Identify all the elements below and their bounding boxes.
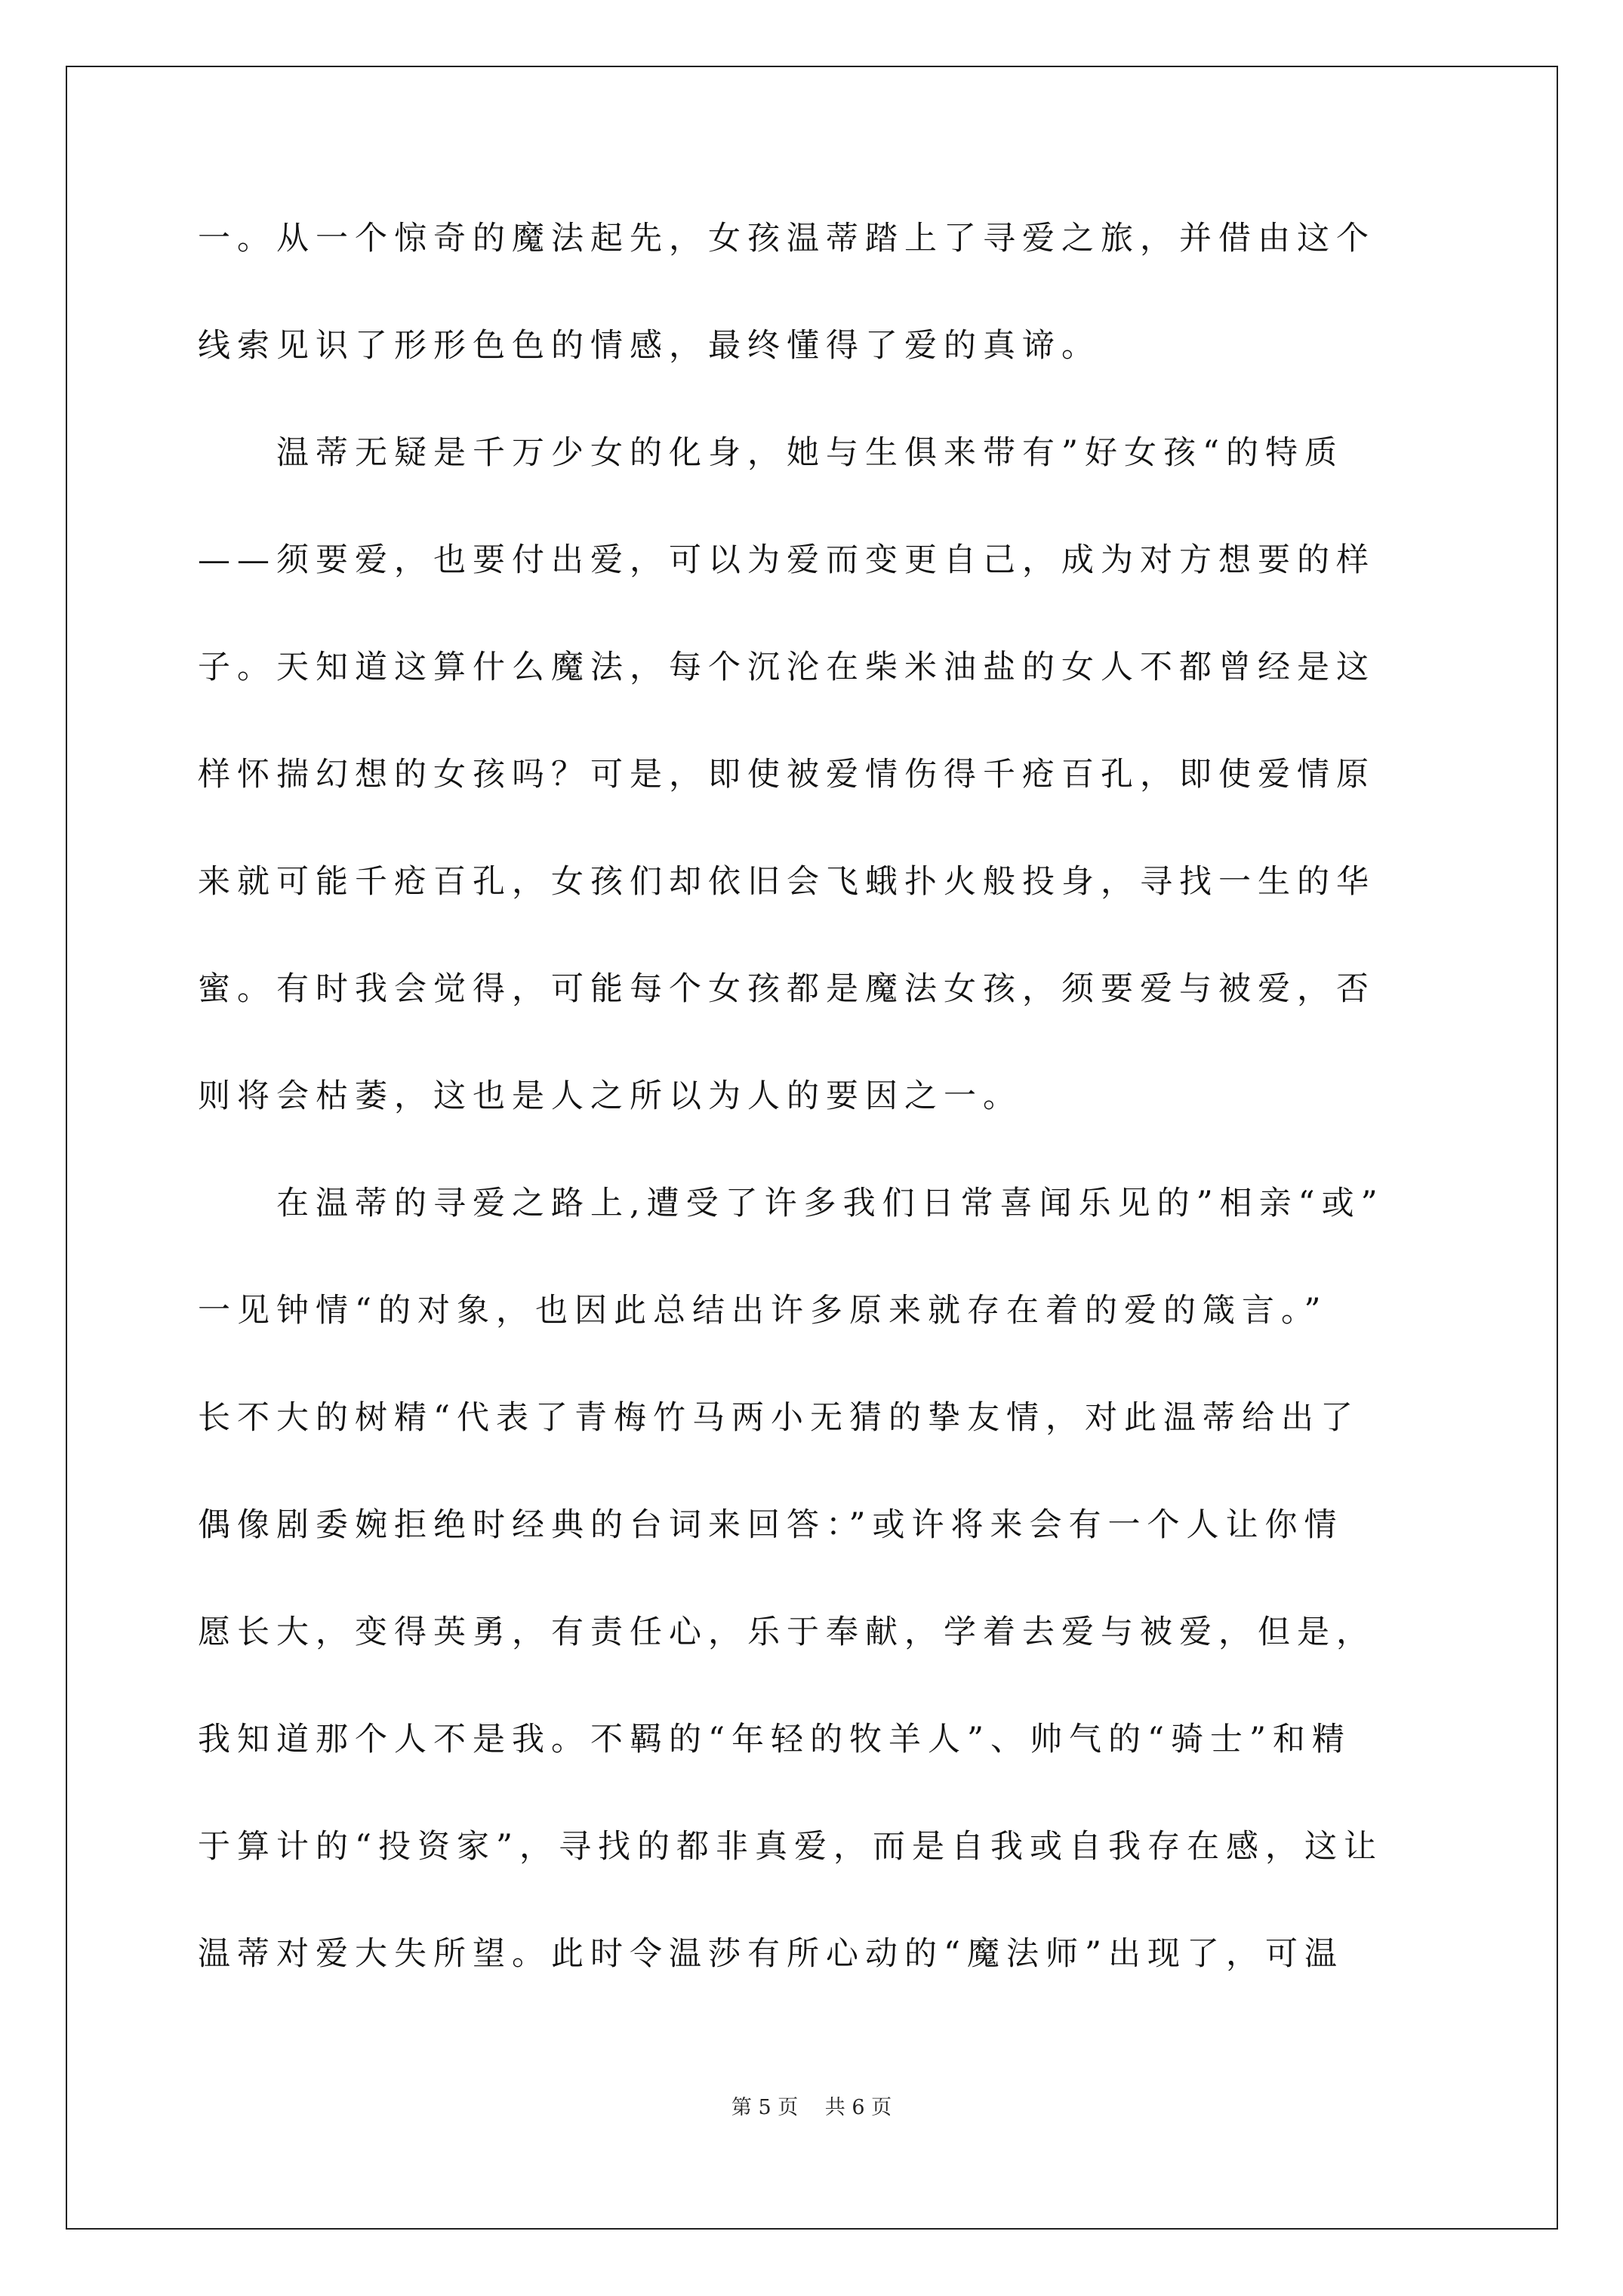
text-line: 偶像剧委婉拒绝时经典的台词来回答：”或许将来会有一个人让你情 xyxy=(198,1506,1344,1544)
text-line: 我知道那个人不是我。不羁的“年轻的牧羊人”、帅气的“骑士”和精 xyxy=(198,1721,1351,1758)
text-line: ——须要爱，也要付出爱，可以为爱而变更自己，成为对方想要的样 xyxy=(198,541,1375,579)
text-line: 线索见识了形形色色的情感，最终懂得了爱的真谛。 xyxy=(198,327,1101,365)
page-number-footer: 第 5 页 共 6 页 xyxy=(731,2096,892,2119)
text-line: 蜜。有时我会觉得，可能每个女孩都是魔法女孩，须要爱与被爱，否 xyxy=(198,970,1375,1008)
text-line: 来就可能千疮百孔，女孩们却依旧会飞蛾扑火般投身，寻找一生的华 xyxy=(198,863,1375,901)
text-line: 愿长大，变得英勇，有责任心，乐于奉献，学着去爱与被爱，但是， xyxy=(198,1613,1375,1651)
page-border xyxy=(66,66,1558,2230)
text-line: 则将会枯萎，这也是人之所以为人的要因之一。 xyxy=(198,1077,1022,1115)
text-line: 于算计的“投资家”，寻找的都非真爱，而是自我或自我存在感，这让 xyxy=(198,1828,1383,1866)
text-line: 子。天知道这算什么魔法，每个沉沦在柴米油盐的女人不都曾经是这 xyxy=(198,649,1375,686)
text-line: 一见钟情“的对象，也因此总结出许多原来就存在着的爱的箴言。” xyxy=(198,1292,1328,1330)
text-line: 样怀揣幻想的女孩吗？可是，即使被爱情伤得千疮百孔，即使爱情原 xyxy=(198,756,1375,794)
text-line: 一。从一个惊奇的魔法起先，女孩温蒂踏上了寻爱之旅，并借由这个 xyxy=(198,220,1375,257)
text-line: 温蒂对爱大失所望。此时令温莎有所心动的“魔法师”出现了，可温 xyxy=(198,1935,1344,1973)
text-line: 温蒂无疑是千万少女的化身，她与生俱来带有”好女孩“的特质 xyxy=(198,434,1344,472)
text-line: 在温蒂的寻爱之路上,遭受了许多我们日常喜闻乐见的”相亲“或” xyxy=(198,1185,1384,1222)
text-line: 长不大的树精“代表了青梅竹马两小无猜的挚友情，对此温蒂给出了 xyxy=(198,1399,1360,1437)
